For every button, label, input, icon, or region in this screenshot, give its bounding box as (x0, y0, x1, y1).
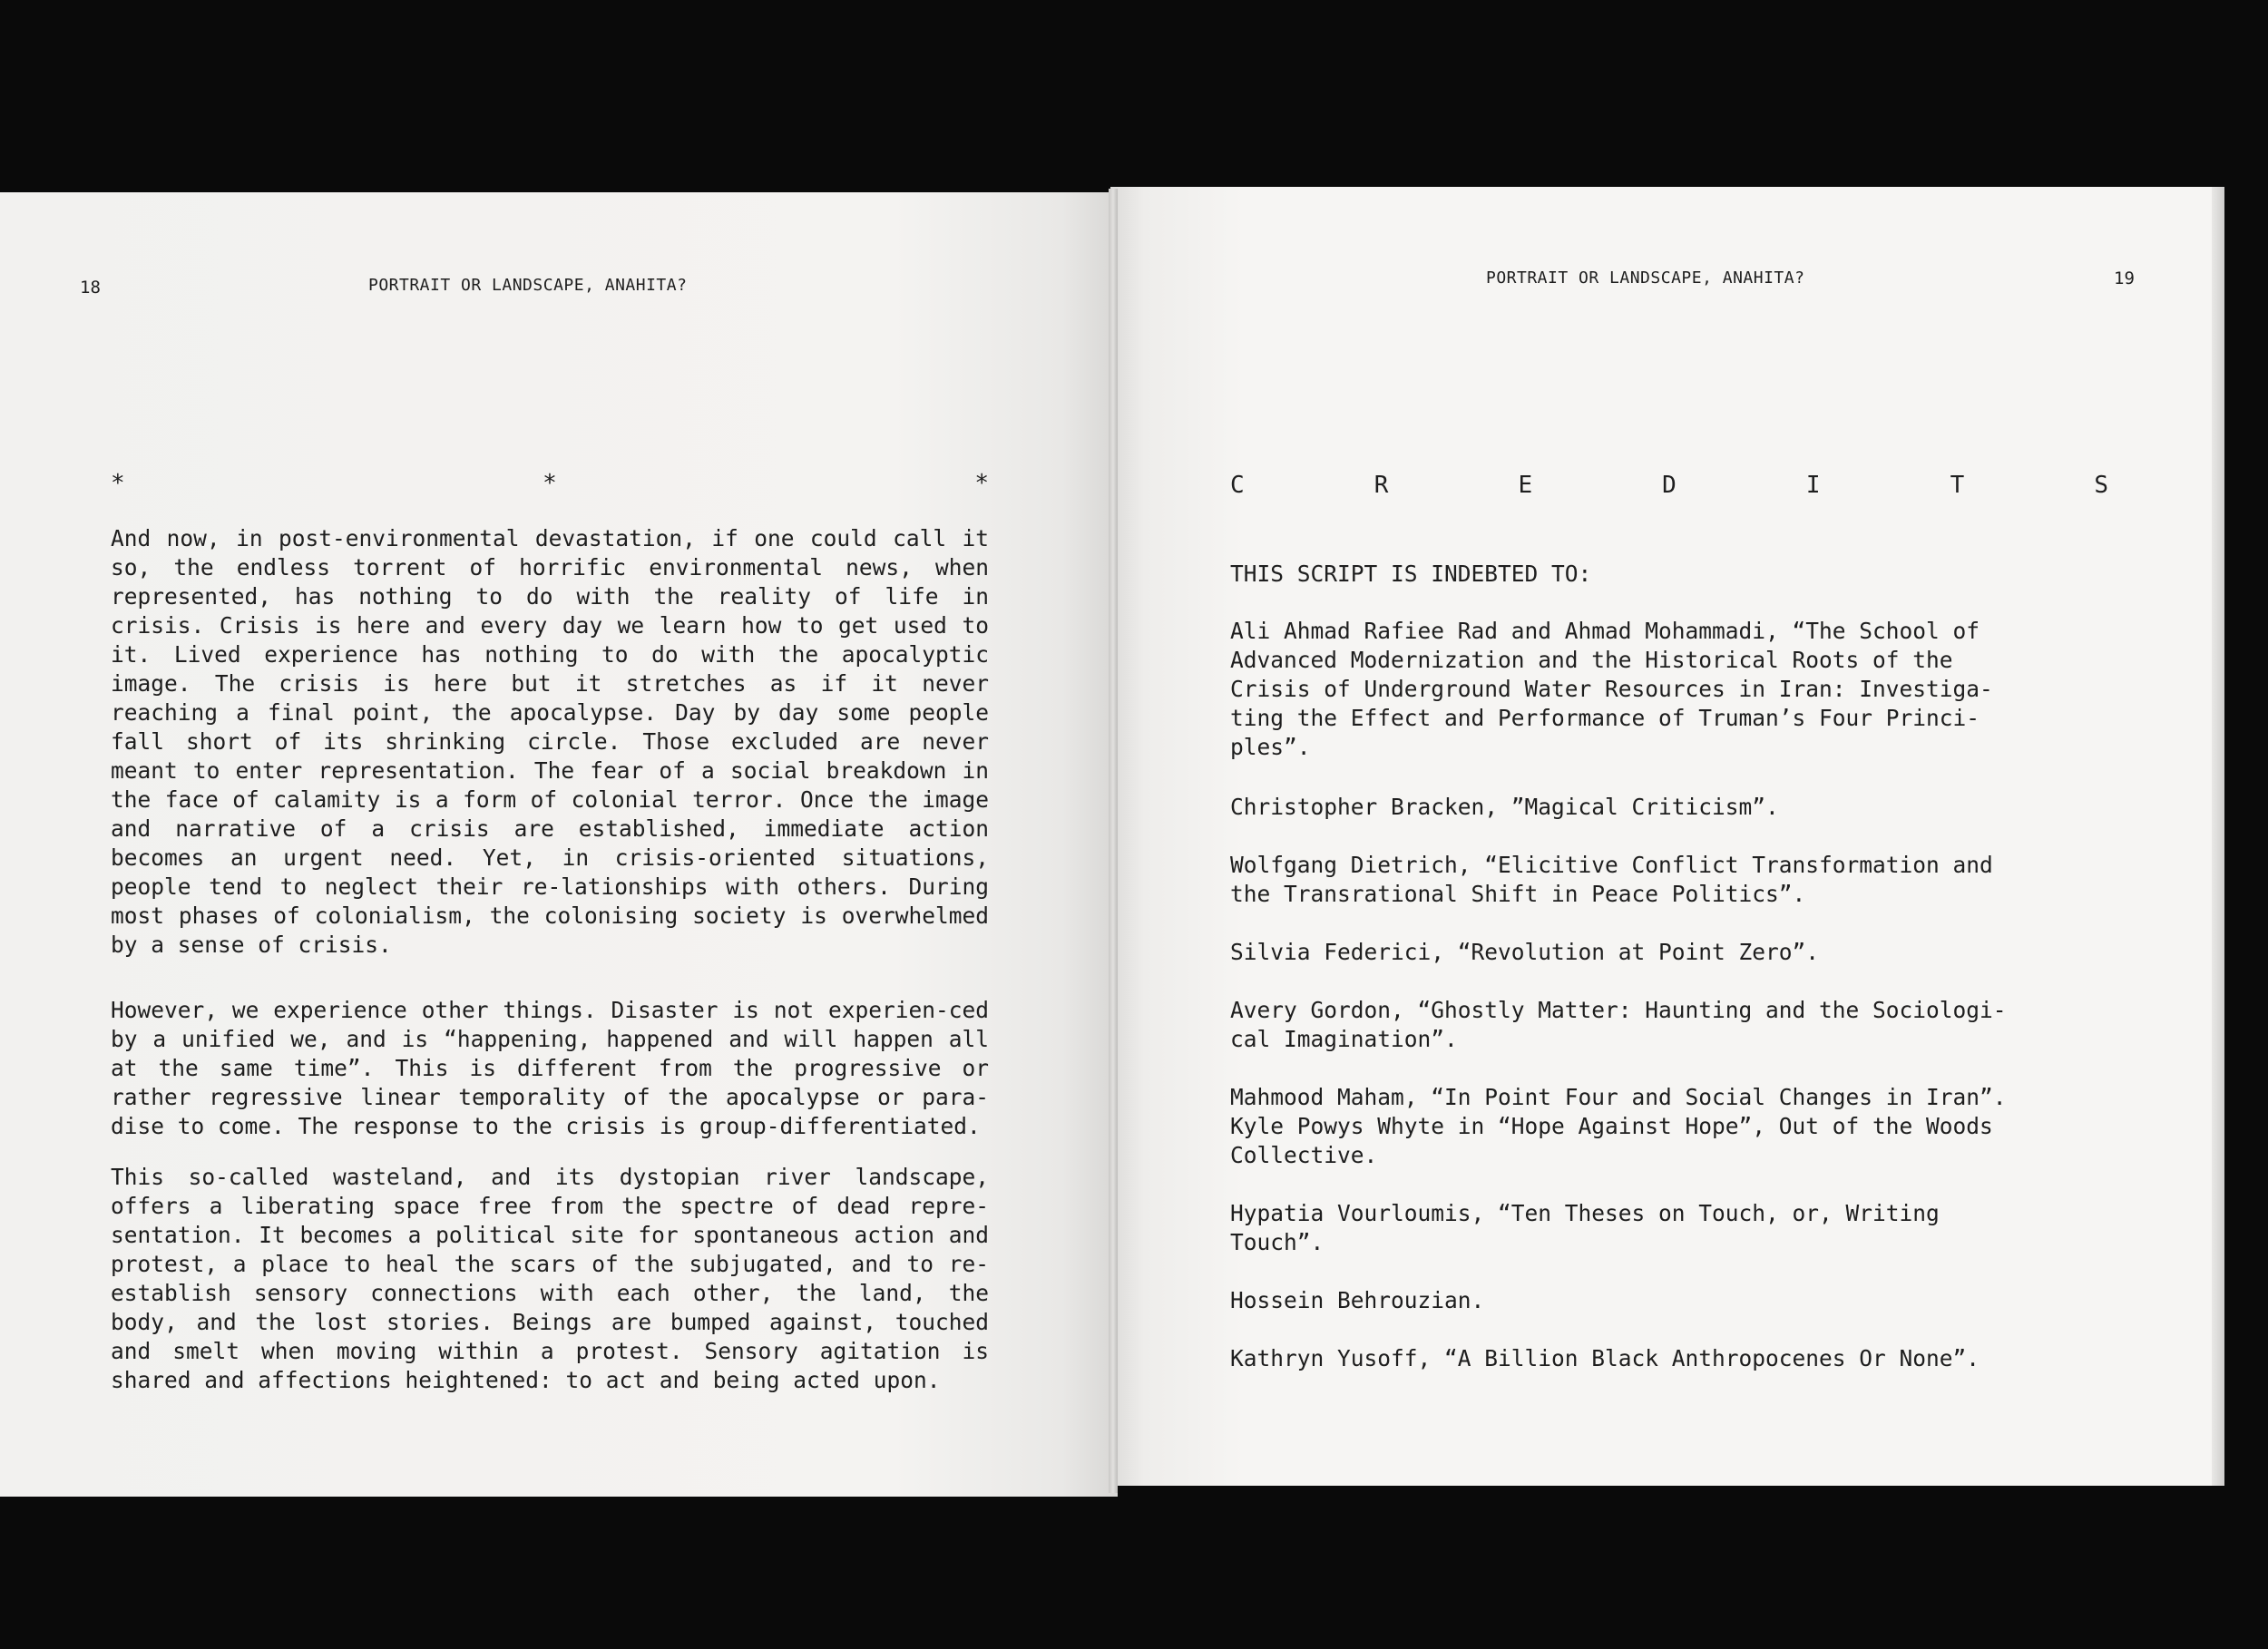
separator-star: * (974, 470, 989, 497)
credit-line: Ali Ahmad Rafiee Rad and Ahmad Mohammadi, “The School of (1230, 618, 1980, 644)
credit-entry (1230, 996, 2108, 1054)
credit-line: Mahmood Maham, “In Point Four and Social Changes in Iran”. (1230, 1084, 2007, 1110)
credit-line: Avery Gordon, “Ghostly Matter: Haunting and the Sociologi- (1230, 997, 2007, 1023)
credits-title-letter: S (2094, 472, 2108, 499)
credit-entry (1230, 938, 2108, 967)
credit-line: Hossein Behrouzian. (1230, 1287, 1485, 1313)
right-page-edge (2212, 187, 2224, 1486)
credits-title (1230, 472, 2108, 499)
credit-entry (1230, 1199, 2108, 1257)
credit-entry (1230, 617, 2108, 762)
credit-line: Advanced Modernization and the Historical Roots of the (1230, 647, 1953, 673)
credit-entry (1230, 793, 2108, 822)
credit-entry (1230, 1286, 2108, 1315)
credits-title-letter: E (1518, 472, 1533, 499)
section-separator (111, 470, 989, 497)
credit-line: Kyle Powys Whyte in “Hope Against Hope”, Out of the Woods (1230, 1113, 1993, 1139)
credits-title-letter: D (1662, 472, 1677, 499)
credit-line: Touch”. (1230, 1229, 1325, 1255)
credit-line: cal Imagination”. (1230, 1026, 1458, 1052)
separator-star: * (111, 470, 125, 497)
credit-line: Kathryn Yusoff, “A Billion Black Anthropocenes Or None”. (1230, 1345, 1980, 1371)
separator-star: * (543, 470, 557, 497)
credit-line: Crisis of Underground Water Resources in Iran: Investiga- (1230, 676, 1993, 702)
left-running-head: PORTRAIT OR LANDSCAPE, ANAHITA? (368, 276, 688, 295)
credit-entry (1230, 1083, 2108, 1170)
right-running-head: PORTRAIT OR LANDSCAPE, ANAHITA? (1486, 268, 1805, 288)
credits-intro: THIS SCRIPT IS INDEBTED TO: (1230, 561, 1592, 587)
credit-line: ting the Effect and Performance of Truman’s Four Princi- (1230, 705, 1980, 731)
body-paragraph-1: And now, in post-environmental devastation, if one could call it so, the endless torrent of horrific environmental news, when represented, has nothing to do with the reality of life in crisis. Crisis is here and every day we learn how to get used to it. Lived experience has nothing to do with the apocalyptic image. The crisis is here but it stretches as if it never reaching a final point, the apocalypse. Day by day some people fall short of its shrinking circle. Those excluded are never meant to enter representation. The fear of a social breakdown in the face of calamity is a form of colonial terror. Once the image and narrative of a crisis are established, immediate action becomes an urgent need. Yet, in crisis-oriented situations, people tend to neglect their re-lationships with others. During most phases of colonialism, the colonising society is overwhelmed by a sense of crisis. (111, 525, 989, 958)
right-page-number: 19 (2114, 268, 2135, 288)
credit-line: Silvia Federici, “Revolution at Point Zero”. (1230, 939, 1820, 965)
left-page-number: 18 (80, 278, 101, 298)
credit-line: Christopher Bracken, ”Magical Criticism”. (1230, 794, 1779, 820)
credits-title-letter: I (1805, 472, 1821, 499)
book-gutter (1109, 189, 1118, 1493)
credits-title-letter: R (1374, 472, 1389, 499)
credit-line: Wolfgang Dietrich, “Elicitive Conflict Transformation and (1230, 852, 1993, 878)
credit-entry (1230, 851, 2108, 909)
credit-line: the Transrational Shift in Peace Politics”. (1230, 881, 1806, 907)
body-paragraph-3: This so-called wasteland, and its dystopian river landscape, offers a liberating space free from the spectre of dead repre-sentation. It becomes a political site for spontaneous action and protest, a place to heal the scars of the subjugated, and to re-establish sensory connections with each other, the land, the body, and the lost stories. Beings are bumped against, touched and smelt when moving within a protest. Sensory agitation is shared and affections heightened: to act and being acted upon. (111, 1164, 989, 1393)
credits-title-letter: T (1950, 472, 1965, 499)
body-paragraph-2: However, we experience other things. Disaster is not experien-ced by a unified we, and is “happening, happened and will happen all at the same time”. This is different from the progressive or rather regressive linear temporality of the apocalypse or para-dise to come. The response to the crisis is group-differentiated. (111, 997, 989, 1139)
credit-entry (1230, 1344, 2108, 1373)
credit-line: ples”. (1230, 734, 1311, 760)
credit-line: Collective. (1230, 1142, 1378, 1168)
credit-line: Hypatia Vourloumis, “Ten Theses on Touch, or, Writing (1230, 1200, 1940, 1226)
credits-title-letter: C (1230, 472, 1245, 499)
